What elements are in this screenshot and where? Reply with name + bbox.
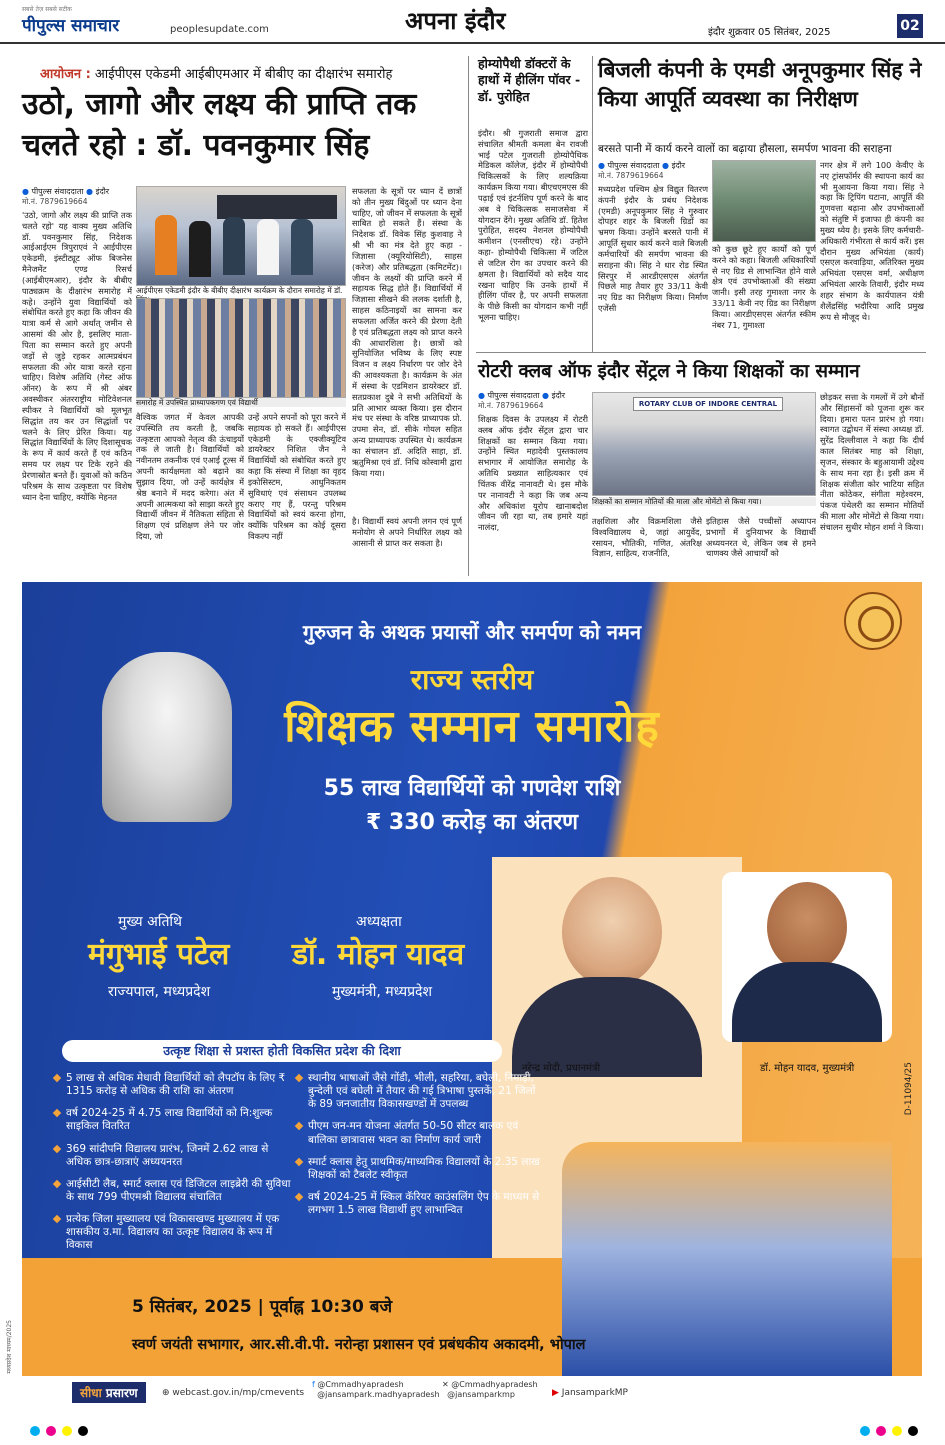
byline: पीपुल्स संवाददाता <box>607 161 660 170</box>
bullets-right <box>294 1072 544 1226</box>
story3-col3: नगर क्षेत्र में लगे 100 केवीए के नए ट्रांसफॉर्मर की स्थापना कार्य का भी मुआयना किया गया। सिंह ने कहा कि ट्रिपिंग घटाना, आपूर्ति की गुणवत्ता बढ़ाना और उपभोक्ताओं को संतुष्टि में इजाफा ही कंपनी का मुख्य ध्येय है। इसके लिए कर्मचारी-अधिकारी गंभीरता से कार्य करें। इस दौरान मुख्य अभियंता (कार्य) एसएल करवाड़िया, अतिरिक्त मुख्य अभियंता एसएस वर्मा, अधीक्षण अभियंता आरके तिवारी, इंदौर मध्य शहर संभाग के कार्यपालन यंत्री शैलेंद्रसिंह भदौरिया आदि प्रमुख रूप से मौजूद थे। <box>820 160 924 322</box>
brand-part-a: सीधा <box>80 1386 102 1400</box>
story4-headline: रोटरी क्लब ऑफ इंदौर सेंट्रल ने किया शिक्षकों का सम्मान <box>478 361 860 382</box>
story3-subhead: बरसते पानी में कार्य करने वालों का बढ़ाया हौसला, समर्पण भावना की सराहना <box>598 143 892 155</box>
cm-attire <box>732 962 882 1042</box>
newspaper-logo <box>22 6 119 36</box>
event-date-time: 5 सितंबर, 2025 | पूर्वाह्न 10:30 बजे <box>132 1297 393 1317</box>
byline: पीपुल्स संवाददाता <box>31 187 84 196</box>
stage-banner <box>217 195 337 219</box>
registration-mark <box>892 1426 902 1436</box>
bullet-item: प्रत्येक जिला मुख्यालय एवं विकासखण्ड मुख्यालय में एक शासकीय उ.मा. विद्यालय का उत्कृष्ट विद्यालय के रूप में विकास <box>52 1213 292 1252</box>
state-emblem-icon <box>844 592 902 650</box>
pm-portrait <box>562 877 662 987</box>
story2-body: इंदौर। श्री गुजराती समाज द्वारा संचालित श्रीमती कमला बेन रावजी भाई पटेल गुजराती होम्योपैथिक मेडिकल कॉलेज, इंदौर में होम्योपैथी चिकित्सकों के लिए शल्यक्रिया कार्यक्रम किया गया। बीएचएमएस की पढ़ाई एवं इंटर्नशिप पूर्ण करने के बाद अब वे चिकित्सक समाजसेवा में योगदान देंगे। मुख्य अतिथि डॉ. हितेश पुरोहित, सदस्य नेशनल होम्योपैथी कमीशन (एनसीएच) रहे। उन्होंने कहा- होम्योपैथी चिकित्सा में जटिल से जटिल रोग का उपचार करने की क्षमता है। विद्यार्थियों को सदैव याद रखना चाहिए कि उनके हाथों में हीलिंग पॉवर है, पर अपनी सफलता के पीछे किसी का योगदान कभी नहीं भूलना चाहिए। <box>478 128 588 323</box>
president-name: डॉ. मोहन यादव <box>292 937 465 972</box>
story1-col2: वैश्विक जगत में केवल आपकी उपस्थिति तय करती है, जबकि उत्कृष्टता आपको नेतृत्व की ऊंचाइयों तक ले जाती है। विद्यार्थियों को नवीनतम तकनीक एवं एआई टूल्स में अपनी कार्यक्षमता को बढ़ाने का सुझाव दिया, जो उन्हें कार्यक्षेत्र में श्रेष्ठ बनाने में मदद करेगा। अंत में अपनी आत्मकथा को साझा करते हुए विद्यार्थी जीवन में नैतिकता संहिता से शिक्षण एवं प्रशिक्षण लेने पर जोर दिया, जो <box>136 412 244 542</box>
ad-line2: ₹ 330 करोड़ का अंतरण <box>365 810 579 835</box>
x-handles[interactable] <box>442 1380 538 1399</box>
site-url: peoplesupdate.com <box>170 24 269 35</box>
webcast-link[interactable]: ⊕ webcast.gov.in/mp/cmevents <box>162 1388 305 1398</box>
cm-portrait <box>767 882 847 972</box>
ad-top-line: गुरुजन के अथक प्रयासों और समर्पण को नमन <box>302 620 642 644</box>
ad-title: शिक्षक सम्मान समारोह <box>284 701 660 752</box>
rotary-banner: ROTARY CLUB OF INDORE CENTRAL <box>633 397 783 411</box>
youtube-handle[interactable] <box>552 1388 628 1398</box>
story4-photo <box>592 392 816 496</box>
print-color-bar <box>0 1416 945 1445</box>
story1-col3: उन्हें अपने सपनों को पूरा करने में सहायक हो सकते हैं। आईपीएस एकेडमी के एक्जीक्यूटिव डायरेक्टर निशित जैन ने विद्यार्थियों को संबोधित करते हुए कहा कि संस्था में शिक्षा का वृहद इकोसिस्टम, आधुनिकतम सुविधाएं एवं संसाधन उपलब्ध कराए गए हैं, परन्तु परिश्रम विद्यार्थियों को स्वयं करना होगा, क्योंकि परिश्रम का कोई दूसरा विकल्प नहीं <box>248 412 346 542</box>
byline-mobile: मो.नं. 7879619664 <box>478 401 544 410</box>
divider <box>592 56 593 352</box>
story1-caption: आईपीएस एकेडमी इंदौर के बीबीए दीक्षारंभ कार्यक्रम के दौरान समारोह में डॉ. <box>136 286 343 295</box>
facebook-icon: f <box>312 1380 315 1389</box>
story1-headline: उठो, जागो और लक्ष्य की प्राप्ति तक चलते रहो : डॉ. पवनकुमार सिंह <box>22 87 417 164</box>
story4-caption: शिक्षकों का सम्मान मोतियों की माला और मोमेंटो से किया गया। <box>592 497 816 506</box>
children-photo <box>562 1142 892 1376</box>
x-handle-1: @Cmmadhyapradesh <box>451 1380 538 1389</box>
story1-photo-audience <box>136 298 346 398</box>
kicker-text: आईपीएस एकेडमी आईबीएमआर में बीबीए का दीक्षारंभ समारोह <box>94 67 393 82</box>
ad-footer <box>22 1376 922 1412</box>
fb-handle-2: @jansampark.madhyapradesh <box>317 1389 440 1399</box>
chief-guest-name: मंगुभाई पटेल <box>88 937 230 972</box>
yt-handle: JansamparkMP <box>561 1388 628 1398</box>
byline-place: इंदौर <box>551 391 566 400</box>
bullet-item: वर्ष 2024-25 में स्किल कॅरियर काउंसलिंग ऐप के माध्यम से लगभग 1.5 लाख विद्यार्थी हुए लाभान्वित <box>294 1191 544 1217</box>
chief-guest-role: राज्यपाल, मध्यप्रदेश <box>108 984 211 1000</box>
logo-text: पीपुल्स समाचार <box>22 16 120 36</box>
registration-mark <box>860 1426 870 1436</box>
byline-place: इंदौर <box>95 187 110 196</box>
brand-part-b: प्रसारण <box>101 1386 138 1400</box>
story3-col1: मध्यप्रदेश पश्चिम क्षेत्र विद्युत वितरण कंपनी इंदौर के प्रबंध निदेशक (एमडी) अनूपकुमार सिंह ने गुरुवार दोपहर शहर के बिजली ग्रिडों का भ्रमण किया। उन्होंने बरसते पानी में आपूर्ति सुधार कार्य करने वाले बिजली कर्मचारियों की समर्पण भावना की सराहना की। सिंह ने धार रोड स्थित सिरपुर में आरडीएसएस अंतर्गत पिछले माह तैयार हुए 33/11 केवी नए ग्रिड का निरीक्षण किया। निर्माण एजेंसी <box>598 184 708 314</box>
person-figure <box>291 219 313 275</box>
page-number: 02 <box>897 14 923 38</box>
president-label: अध्यक्षता <box>356 914 402 930</box>
story3-col2: को कुछ छूटे हुए कार्यों को पूर्ण करने को कहा। बिजली अधिकारियों से नए ग्रिड से लाभान्वित होने वाले क्षेत्र एवं उपभोक्ताओं की संख्या जानी। इसी तरह गुमाश्ता नगर के 33/11 केवी नए ग्रिड का निरीक्षण किया। आरडीएसएस अंतर्गत स्कीम नंबर 71, गुमाश्ता <box>712 244 816 330</box>
bullet-item: पीएम जन-मन योजना अंतर्गत 50-50 सीटर बालक एवं बालिका छात्रावास भवन का निर्माण कार्य जारी <box>294 1120 544 1146</box>
x-handle-2: @jansamparkmp <box>447 1389 515 1399</box>
government-advertisement <box>22 582 922 1412</box>
chief-guest-label: मुख्य अतिथि <box>118 914 183 930</box>
registration-mark <box>30 1426 40 1436</box>
bullet-item: 5 लाख से अधिक मेधावी विद्यार्थियों को लैपटॉप के लिए ₹ 1315 करोड़ से अधिक की राशि का अंतरण <box>52 1072 292 1098</box>
ad-d-number: D-11094/25 <box>904 1062 914 1116</box>
registration-mark <box>908 1426 918 1436</box>
teacher-portrait <box>102 652 232 822</box>
vertical-credit: मध्यप्रदेश माध्यम/2025 <box>6 1320 13 1374</box>
story1-caption2: समारोह में उपस्थित प्राध्यापकगण एवं विद्यार्थी <box>136 398 346 407</box>
facebook-handles[interactable] <box>312 1380 440 1399</box>
webcast-url: webcast.gov.in/mp/cmevents <box>172 1388 305 1398</box>
cm-caption: डॉ. मोहन यादव, मुख्यमंत्री <box>760 1063 855 1074</box>
bullets-left <box>52 1072 292 1261</box>
byline-mobile: मो.नं. 7879619664 <box>598 171 664 180</box>
story4-byline-block: ● पीपुल्स संवाददाता ● इंदौर मो.नं. 7879619664 <box>478 390 588 411</box>
story3-photo <box>712 160 816 242</box>
bullet-item: स्मार्ट क्लास हेतु प्राथमिक/माध्यमिक विद्यालयों के 2.35 लाख शिक्षकों को टैबलेट स्वीकृत <box>294 1156 544 1182</box>
divider <box>468 56 469 576</box>
story4-col3: इतिहास जैसे पच्चीसों अध्यापन प्रभागों में दुनियाभर के विद्यार्थी अध्ययनरत थे, लेकिन जब से हमने चाणक्य जैसे आचार्यों को <box>706 516 816 559</box>
byline: पीपुल्स संवाददाता <box>487 391 540 400</box>
ad-line1: 55 लाख विद्यार्थियों को गणवेश राशि <box>323 776 621 801</box>
story1-kicker <box>40 64 392 82</box>
ad-tagline: उत्कृष्ट शिक्षा से प्रशस्त होती विकसित प्रदेश की दिशा <box>62 1040 502 1062</box>
bullet-item: आईसीटी लैब, स्मार्ट क्लास एवं डिजिटल लाइब्रेरी की सुविधा के साथ 799 पीएमश्री विद्यालय संचालित <box>52 1178 292 1204</box>
pm-caption: नरेन्द्र मोदी, प्रधानमंत्री <box>522 1063 601 1074</box>
story2-headline: होम्योपैथी डॉक्टरों के हाथों में हीलिंग पॉवर - डॉ. पुरोहित <box>478 56 581 104</box>
ad-subtitle: राज्य स्तरीय <box>410 663 534 696</box>
byline-mobile: मो.नं. 7879619664 <box>22 197 88 206</box>
president-role: मुख्यमंत्री, मध्यप्रदेश <box>332 984 432 1000</box>
section-title: अपना इंदौर <box>405 7 506 35</box>
story4-col4: छोड़कर सत्ता के गमलों में उगे बौनों और सिंहासनों को पूजना शुरू कर दिया। हमारा पतन प्रारंभ हो गया। स्वागत उद्बोधन में संस्था अध्यक्ष डॉ. सुरेंद्र दिल्लीवाल ने कहा कि दीर्घ काल सितंबर माह को शिक्षा, सृजन, संस्कार के बहुआयामी उद्देश्य के साथ मना रहा है। इसी क्रम में शिक्षक संजीता कोर भाटिया सहित नीता कोठेकर, संगीता महेश्वरम, पंकज पंथेलरी का सम्मान मोतियों की माला और मोमेंटो से किया गया। संचालन सुधीर मोहन शर्मा ने किया। <box>820 392 924 532</box>
story4-col2: तक्षशिला और विक्रमशिला जैसे विश्वविद्यालय थे, जहां आयुर्वेद, रसायन, भौतिकी, गणित, अंतरिक्ष विज्ञान, साहित्य, राजनीति, <box>592 516 702 559</box>
person-figure <box>257 219 279 275</box>
logo-tagline: सबसे तेज़ सबसे सटीक <box>22 6 72 13</box>
byline-place: इंदौर <box>671 161 686 170</box>
kicker-label: आयोजन : <box>40 67 91 82</box>
person-figure <box>189 221 211 277</box>
story4-col1: शिक्षक दिवस के उपलक्ष्य में रोटरी क्लब ऑफ इंदौर सेंट्रल द्वारा चार शिक्षकों का सम्मान किया गया। उन्होंने स्थित महादेवी पुस्तकालय सभागार में आयोजित समारोह के अतिथि प्रख्यात साहित्यकार एवं चिंतक वीरेंद्र नानावटी थे। इस मौके पर नानावटी ने कहा कि जब अन्य और अधिकांश यूरोप खानाबदोश जीवन जी रहा था, तब हमारे यहां नालंदा, <box>478 414 588 533</box>
dateline: इंदौर शुक्रवार 05 सितंबर, 2025 <box>708 27 831 38</box>
divider <box>476 352 926 353</box>
person-figure <box>223 217 245 275</box>
story1-byline-block: ● पीपुल्स संवाददाता ● इंदौर मो.नं. 7879619664 <box>22 186 132 207</box>
bullet-item: 369 सांदीपनि विद्यालय प्रारंभ, जिनमें 2.62 लाख से अधिक छात्र-छात्राएं अध्ययनरत <box>52 1143 292 1169</box>
sidha-prasaran-logo <box>72 1382 146 1403</box>
registration-mark <box>876 1426 886 1436</box>
youtube-icon: ▶ <box>552 1388 559 1398</box>
event-venue: स्वर्ण जयंती सभागार, आर.सी.वी.पी. नरोन्हा प्रशासन एवं प्रबंधकीय अकादमी, भोपाल <box>132 1337 586 1353</box>
story1-col1: 'उठो, जागो और लक्ष्य की प्राप्ति तक चलते रहो' यह वाक्य मुख्य अतिथि डॉ. पवनकुमार सिंह, निदेशक आईआईएम त्रिपुराएवं ने आईपीएस एकेडमी, इंस्टीट्यूट ऑफ बिजनेस मैनेजमेंट एण्ड रिसर्च (आईबीएमआर), इंदौर के बीबीए पाठ्यक्रम के दीक्षारंभ समारोह में कहे। उन्होंने युवा विद्यार्थियों को संबोधित करते हुए कहा कि जीवन की यात्रा कर्म से आगे अर्थात् जमीन से आसमां की ओर है, इसलिए माता-पिता का सम्मान करते हुए अपनी जड़ों से जुड़े रहकर आत्मप्रबंधन सफलता की ओर यात्रा करते रहना चाहिए। विशेष अतिथि (गेस्ट ऑफ ऑनर) के रूप में श्री अंबर अवस्थीकर अंतरराष्ट्रीय मोटिवेशनल स्पीकर ने विद्यार्थियों को मूलभूत सिद्धांत तय कर उन सिद्धांतों पर चलने के लिए प्रेरित किया। यह सिद्धांत विद्यार्थियों के लिए दिशासूचक के रूप में कार्य करते हैं एवं कठिन समय पर लक्ष्य पर टिके रहने की प्रेरणास्रोत बनते हैं। युवाओं को कठिन परिश्रम के साथ उत्कृष्टता पर विशेष ध्यान देना चाहिए, क्योंकि मेहनत <box>22 210 132 502</box>
x-icon: ✕ <box>442 1380 449 1389</box>
person-figure <box>155 215 177 275</box>
bullet-item: वर्ष 2024-25 में 4.75 लाख विद्यार्थियों को नि:शुल्क साइकिल वितरित <box>52 1107 292 1133</box>
registration-mark <box>46 1426 56 1436</box>
cm-photo-panel <box>722 872 892 1042</box>
masthead <box>0 0 945 44</box>
story1-col4: सफलता के सूत्रों पर ध्यान दें छात्रों को तीन मुख्य बिंदुओं पर ध्यान देना चाहिए, जो जीवन में सफलता के सूत्रों साबित हो सकते हैं। संस्था के निदेशक डॉ. विवेक सिंह कुशवाह ने श्री भी का मंत्र देते हुए कहा - जिज्ञासा (क्यूरियोसिटी), साहस (करेज) और प्रतिबद्धता (कमिटमेंट)। जीवन के लक्ष्यों की प्राप्ति करने में सहायक सिद्ध होते हैं। विद्यार्थियों में जिज्ञासा सीखने की ललक दर्शाती है, साहस कठिनाइयों का सामना कर सफलता अर्जित करने की प्रेरणा देती है एवं प्रतिबद्धता लक्ष्य को प्राप्त करने की आधारशिला है। छात्रों को सुनियोजित भविष्य के लिए स्पष्ट विजन व लक्ष्य निर्धारण पर जोर देने की आवश्यकता है। कार्यक्रम के अंत में संस्था के एडमिशन डायरेक्टर डॉ. सतप्रकाश दुबे ने सभी अतिथियों के प्रति आभार व्यक्त किया। इस दौरान मंच पर संस्था के वरिष्ठ प्राध्यापक प्रो. उपमा सेन, डॉ. सीके गोयल सहित अन्य प्राध्यापक उपस्थित थे। कार्यक्रम का संचालन डॉ. अदिति साहा, डॉ. ऋतुमिश्रा एवं डॉ. निधि कोस्वामी द्वारा किया गया। <box>352 186 462 478</box>
registration-mark <box>78 1426 88 1436</box>
story3-headline: बिजली कंपनी के एमडी अनूपकुमार सिंह ने किया आपूर्ति व्यवस्था का निरीक्षण <box>598 58 922 112</box>
registration-mark <box>62 1426 72 1436</box>
story3-byline-block: ● पीपुल्स संवाददाता ● इंदौर मो.नं. 7879619664 <box>598 160 708 181</box>
bullet-item: स्थानीय भाषाओं जैसे गोंडी, भीली, सहरिया, बघेली, निमाड़ी, बुन्देली एवं बघेली में तैयार की गई त्रिभाषा पुस्तकें, 21 जिलों के 89 जनजातीय विकासखण्डों में उपलब्ध <box>294 1072 544 1111</box>
story1-col5: है। विद्यार्थी स्वयं अपनी लगन एवं पूर्ण मनोयोग से अपने निर्धारित लक्ष्य को आसानी से प्राप्त कर सकता है। <box>352 516 462 548</box>
fb-handle-1: @Cmmadhyapradesh <box>317 1380 404 1389</box>
story1-photo-stage <box>136 186 346 286</box>
